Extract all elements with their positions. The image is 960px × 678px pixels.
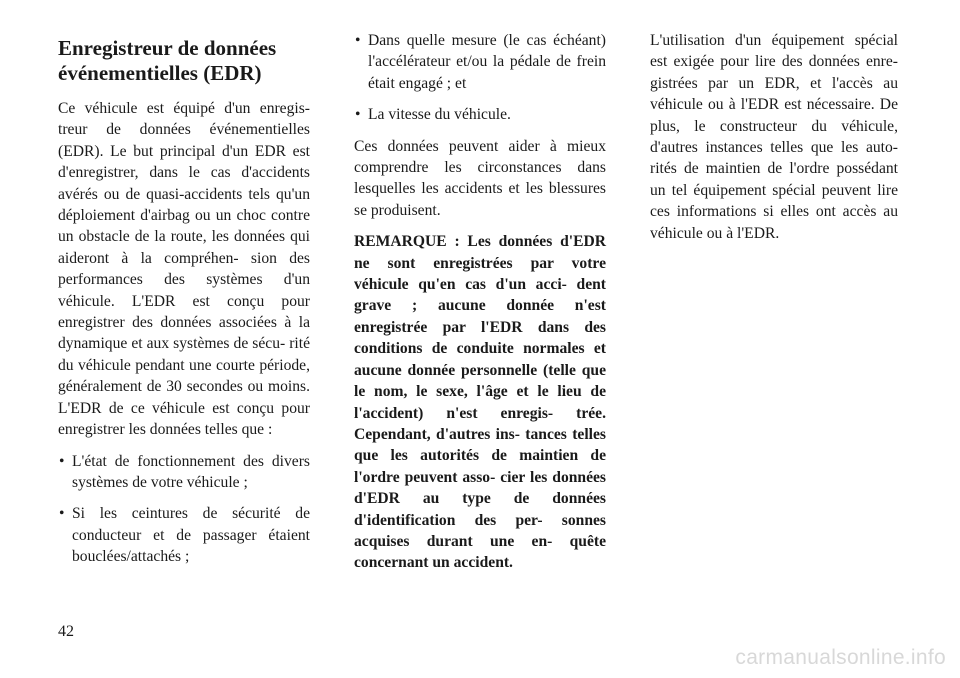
column-middle: [354, 30, 606, 584]
list-item: [354, 104, 606, 125]
recorded-data-list-continued: [354, 30, 606, 126]
explanation-paragraph: Ces données peuvent aider à mieux comprendre les circonstances dans lesquelles les accidents et les blessures se produisent.: [354, 137, 606, 219]
bullet-icon: •: [59, 452, 65, 470]
list-item-text: L'état de fonctionnement des divers systèmes de votre véhicule ;: [72, 452, 310, 491]
access-paragraph: L'utilisation d'un équipement spécial est exigée pour lire des données enre- gistrées par un EDR, et l'accès au véhicule ou à l'EDR est nécessaire. De plus, le constructeur du véhicule, d'autres instances telles que les auto- rités de maintien de l'ordre possédant un tel équipement spécial peuvent lire ces informations si elles ont accès au véhicule ou à l'EDR.: [650, 32, 898, 242]
list-item-text: Dans quelle mesure (le cas échéant) l'accélérateur et/ou la pédale de frein était engagé ; et: [368, 32, 606, 92]
bullet-icon: •: [355, 32, 361, 49]
remarque-note: REMARQUE : Les données d'EDR ne sont enregistrées par votre véhicule qu'en cas d'un acci- dent grave ; aucune donnée n'est enregistrée par l'EDR dans des conditions de conduite normales et aucune donnée personnelle (telle que le nom, le sexe, l'âge et le lieu de l'accident) n'est enregis- trée. Cependant, d'autres ins- tances telles que les autorités de maintien de l'ordre peuvent asso- cier les données d'EDR au type de données d'identification des per- sonnes acquises durant une en- quête concernant un accident.: [354, 233, 606, 572]
list-item-text: Si les ceintures de sécurité de conducteur et de passager étaient bouclées/attachés ;: [72, 505, 310, 566]
bullet-icon: •: [59, 505, 65, 523]
list-item: [354, 30, 606, 94]
column-left: [58, 30, 310, 578]
page-number: 42: [58, 623, 74, 640]
list-item: [58, 451, 310, 494]
column-right: [650, 30, 898, 254]
list-item: [58, 503, 310, 567]
section-title-line1: Enregistreur de données: [58, 36, 277, 60]
watermark: carmanualsonline.info: [735, 646, 946, 669]
list-item-text: La vitesse du véhicule.: [368, 106, 511, 124]
section-title: [58, 36, 310, 85]
recorded-data-list: [58, 451, 310, 568]
intro-paragraph: Ce véhicule est équipé d'un enregis- treur de données événementielles (EDR). Le but principal d'un EDR est d'enregistrer, dans le cas d'accidents avérés ou de quasi-accidents tels qu'un déploiement d'airbag ou un choc contre un obstacle de la route, les données qui aideront à la compréhen- sion des performances des systèmes d'un véhicule. L'EDR est conçu pour enregistrer des données associées à la dynamique et aux systèmes de sécu- rité du véhicule pendant une courte période, généralement de 30 secondes ou moins. L'EDR de ce véhicule est conçu pour enregistrer les données telles que :: [58, 100, 310, 439]
bullet-icon: •: [355, 106, 361, 124]
section-title-line2: événementielles (EDR): [58, 60, 262, 85]
